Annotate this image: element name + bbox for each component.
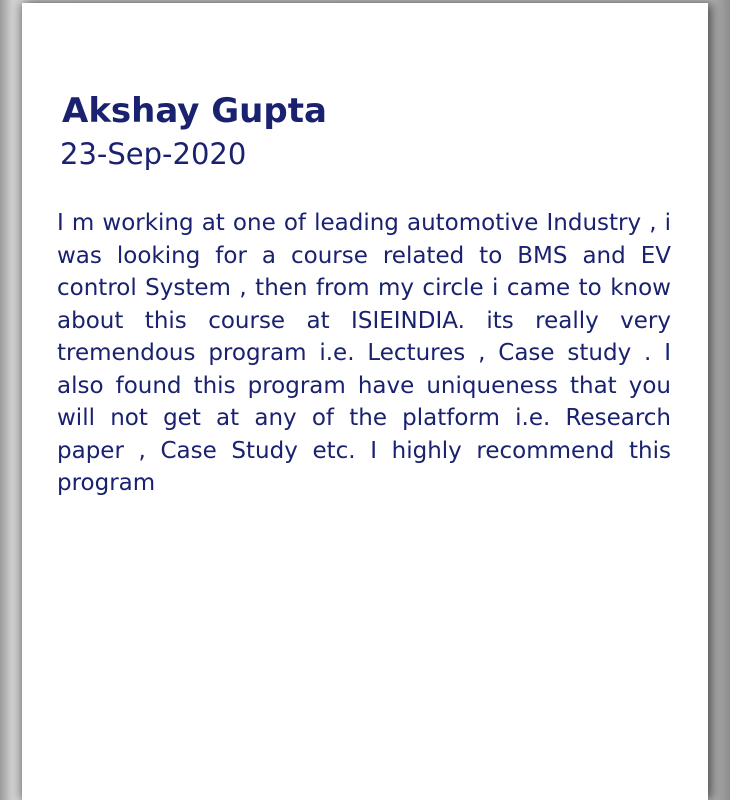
review-text: I m working at one of leading automotive Industry , i was looking for a course related to BMS and EV control System , then from my circle i came to know about this course at ISIEINDIA. its really very tremendous program i.e. Lectures , Case study . I also found this program have uniqueness that you will not get at any of the platform i.e. Research paper , Case Study etc. I highly recommend this program — [57, 210, 671, 496]
testimonial-card — [22, 3, 708, 800]
reviewer-name: Akshay Gupta — [62, 91, 327, 131]
review-date: 23-Sep-2020 — [60, 137, 247, 171]
